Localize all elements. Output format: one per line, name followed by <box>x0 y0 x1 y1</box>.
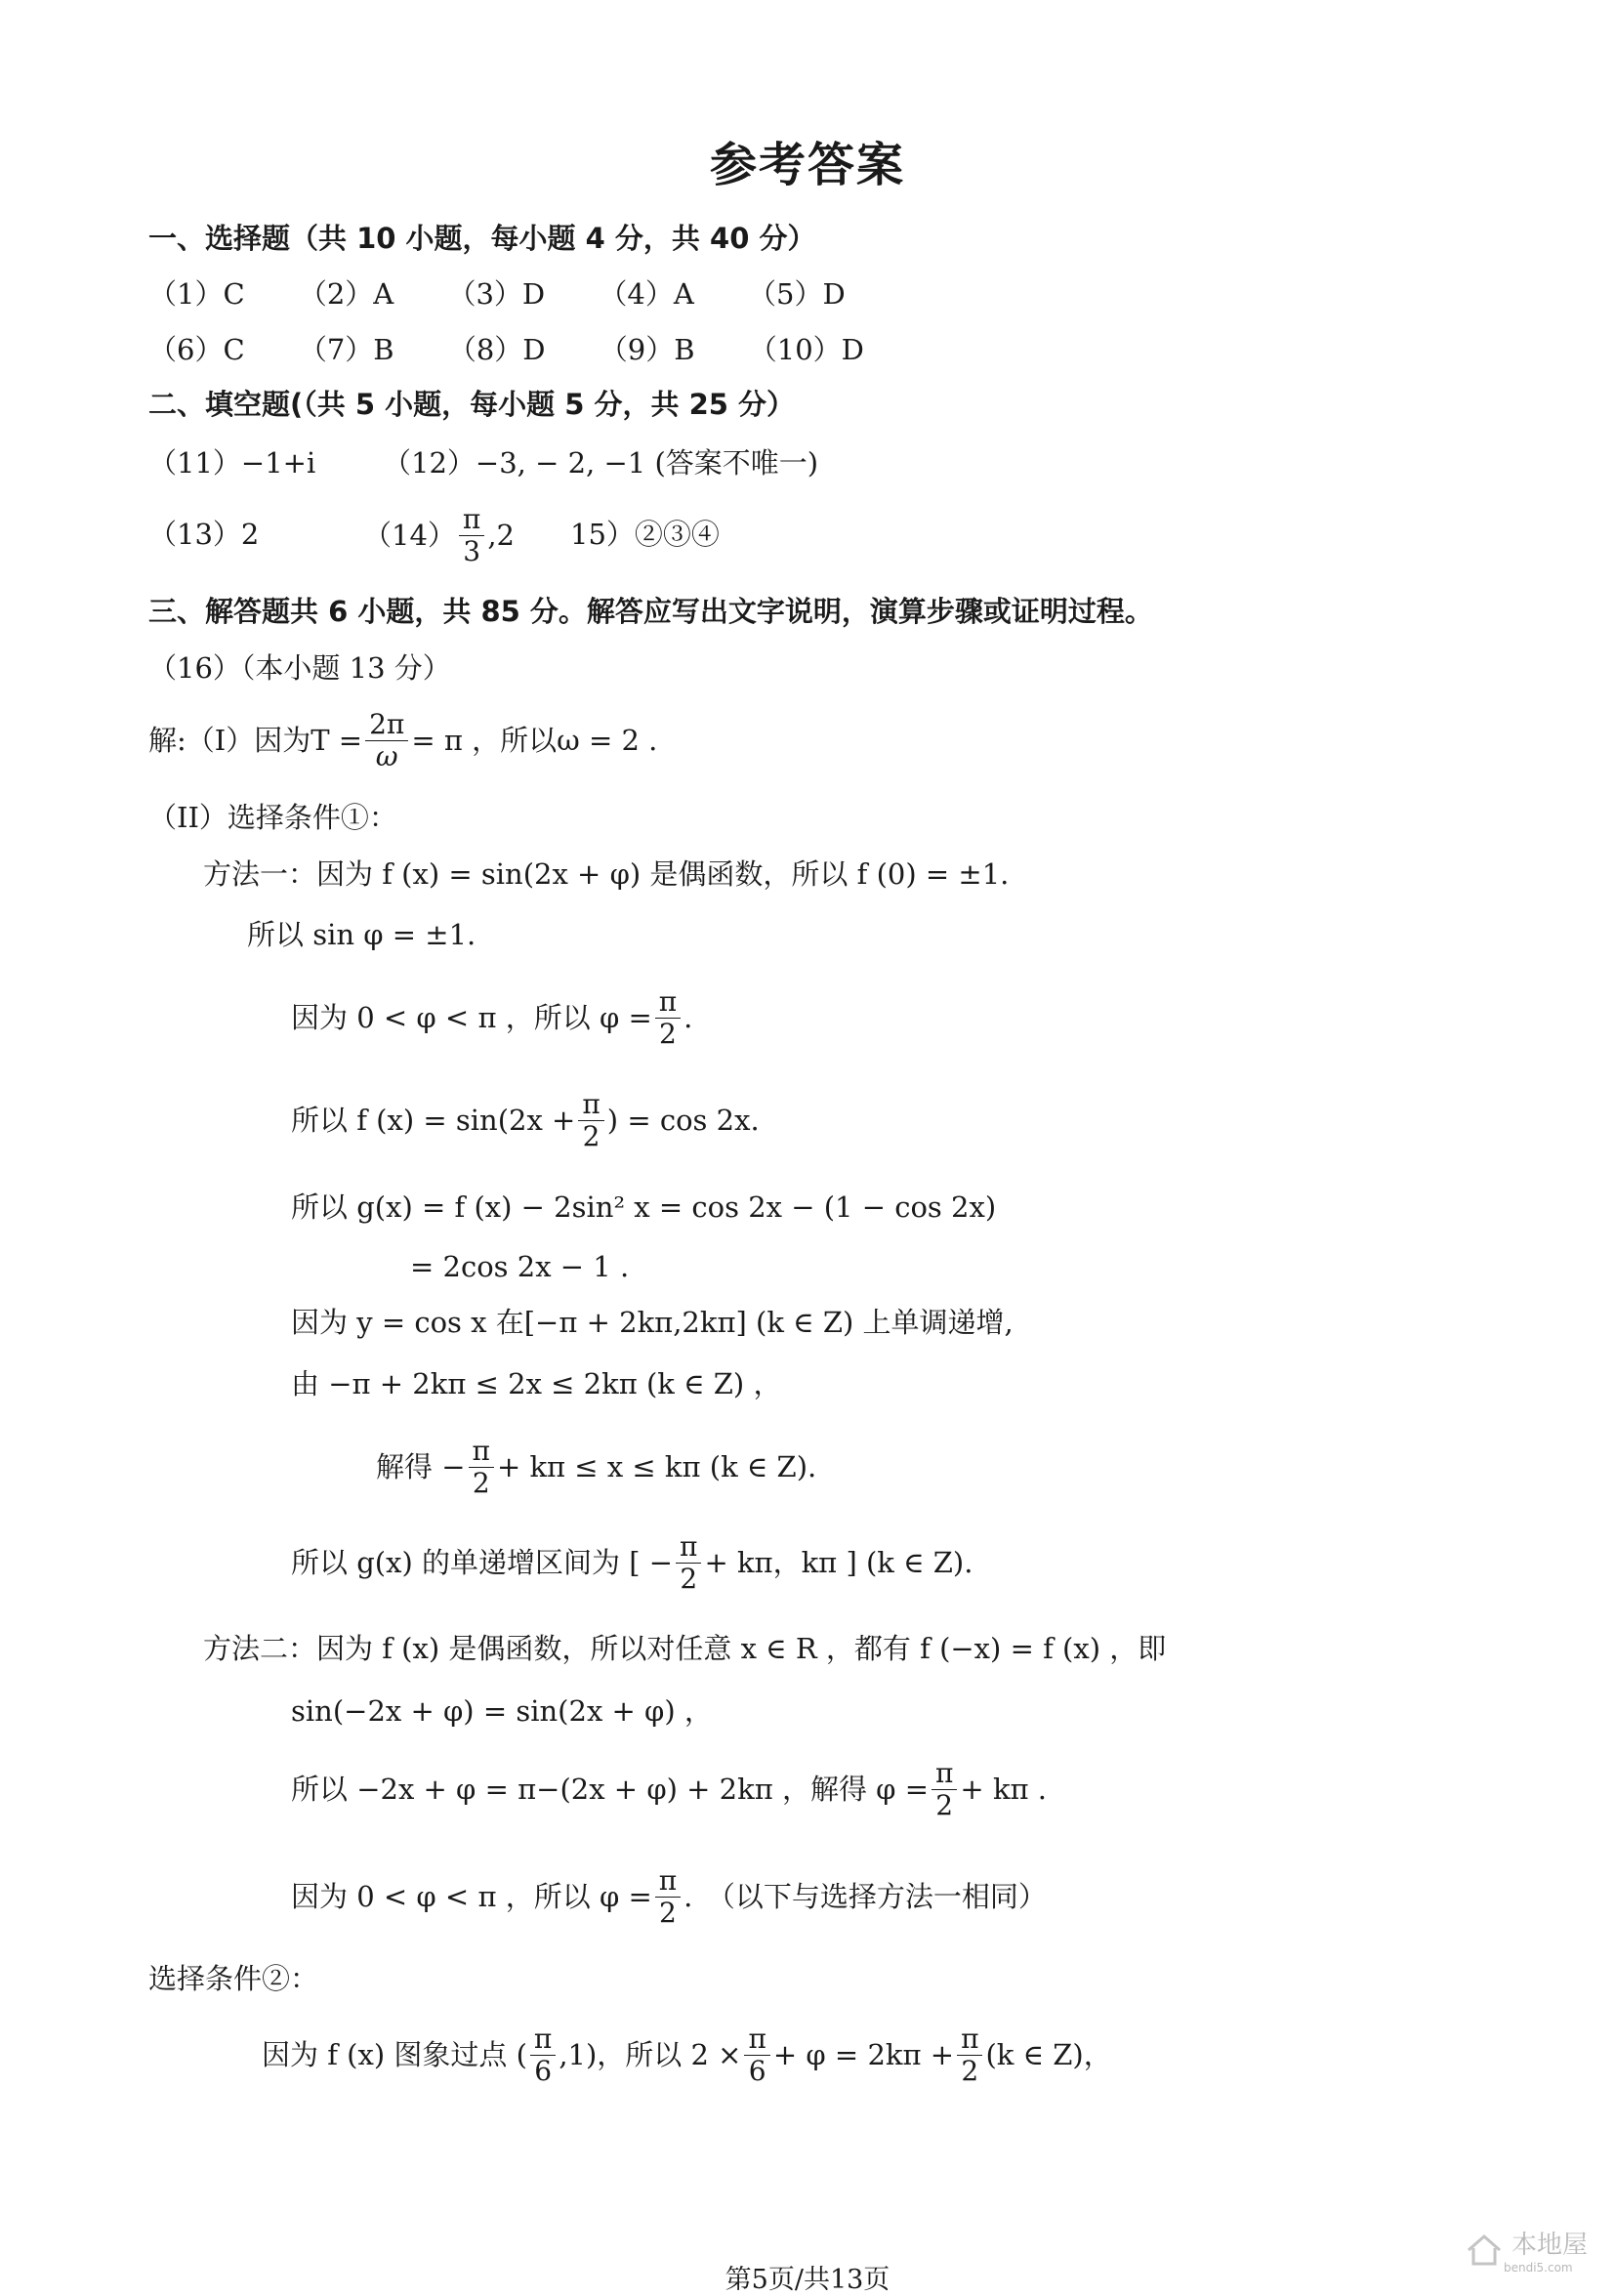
text: 解:（I）因为T = <box>148 724 363 758</box>
method1-line6: = 2cos 2x − 1 . <box>410 1250 630 1283</box>
text: = π ，所以ω = 2 . <box>411 724 658 758</box>
text: 解得 − <box>376 1450 466 1484</box>
mc-answer: （6）C <box>148 333 245 366</box>
fraction <box>655 986 681 1050</box>
denominator: 2 <box>659 1897 677 1930</box>
text: (k ∈ Z)， <box>985 2038 1112 2072</box>
q16-heading: （16）（本小题 13 分） <box>148 651 451 685</box>
answer-q15: 15）②③④ <box>570 518 720 551</box>
house-icon <box>1465 2233 1504 2268</box>
text: 所以 f (x) = sin(2x + <box>291 1104 576 1138</box>
mc-answer: （7）B <box>298 333 394 366</box>
fraction <box>957 2024 982 2087</box>
condition2-heading: 选择条件②： <box>148 1962 319 1995</box>
text: + φ = 2kπ + <box>772 2038 955 2072</box>
page-title: 参考答案 <box>709 138 905 192</box>
method1-line1: 方法一：因为 f (x) = sin(2x + φ) 是偶函数，所以 f (0) = ±1. <box>203 857 1010 891</box>
watermark-name: 本地屋 <box>1511 2231 1588 2260</box>
fraction <box>932 1758 957 1821</box>
numerator: π <box>655 986 681 1019</box>
denominator: 2 <box>961 2055 979 2088</box>
text: . （以下与选择方法一相同） <box>683 1880 1047 1914</box>
method1-line10 <box>291 1531 973 1595</box>
text: ) = cos 2x. <box>606 1104 760 1138</box>
answer-q14 <box>363 504 515 567</box>
method1-line7: 因为 y = cos x 在[−π + 2kπ,2kπ] (k ∈ Z) 上单调递增, <box>291 1306 1014 1339</box>
mc-row-2 <box>148 333 909 366</box>
mc-answer: （4）A <box>599 277 694 311</box>
mc-answer: （1）C <box>148 277 245 311</box>
fraction <box>655 1865 681 1929</box>
numerator: π <box>676 1531 701 1564</box>
fraction <box>744 2024 769 2087</box>
numerator: π <box>469 1436 494 1468</box>
mc-row-1 <box>148 277 890 311</box>
numerator: π <box>957 2024 982 2056</box>
mc-answer: （8）D <box>447 333 546 366</box>
numerator: 2π <box>365 709 408 741</box>
watermark-url: bendi5.com <box>1503 2261 1573 2275</box>
denominator: 6 <box>534 2055 553 2088</box>
numerator: π <box>578 1089 603 1121</box>
text: . <box>683 1001 693 1035</box>
text: + kπ ≤ x ≤ kπ (k ∈ Z). <box>496 1450 817 1484</box>
denominator: 2 <box>472 1467 490 1500</box>
numerator: π <box>744 2024 769 2056</box>
mc-answer: （2）A <box>298 277 394 311</box>
fraction <box>578 1089 603 1152</box>
text: 所以 g(x) 的单递增区间为 [ − <box>291 1546 674 1580</box>
method1-line5: 所以 g(x) = f (x) − 2sin² x = cos 2x − (1 − cos 2x) <box>291 1190 997 1224</box>
denominator: 2 <box>935 1789 954 1822</box>
method1-line8: 由 −π + 2kπ ≤ 2x ≤ 2kπ (k ∈ Z) ， <box>291 1367 782 1400</box>
method2-line3 <box>291 1758 1047 1821</box>
numerator: π <box>932 1758 957 1790</box>
text: + kπ . <box>960 1773 1048 1807</box>
watermark <box>1465 2225 1588 2275</box>
mc-answer: （9）B <box>599 333 695 366</box>
answer-q11: （11）−1+i <box>148 446 316 480</box>
q14-numerator: π <box>459 504 484 536</box>
method2-line4 <box>291 1865 1047 1929</box>
method1-line2: 所以 sin φ = ±1. <box>247 918 476 951</box>
section3-heading: 三、解答题共 6 小题，共 85 分。解答应写出文字说明，演算步骤或证明过程。 <box>148 595 1153 628</box>
condition2-line1 <box>262 2024 1112 2087</box>
text: 因为 0 < φ < π ，所以 φ = <box>291 1880 652 1914</box>
denominator: 2 <box>582 1120 600 1153</box>
denominator: 2 <box>680 1563 698 1596</box>
text: 因为 0 < φ < π ，所以 φ = <box>291 1001 652 1035</box>
section2-heading: 二、填空题(（共 5 小题，每小题 5 分，共 25 分） <box>148 388 796 421</box>
fraction <box>469 1436 494 1499</box>
denominator: ω <box>375 740 398 773</box>
method1-line3 <box>291 986 692 1050</box>
text: 所以 −2x + φ = π−(2x + φ) + 2kπ ，解得 φ = <box>291 1773 930 1807</box>
part2-heading: （II）选择条件①： <box>148 801 397 834</box>
denominator: 2 <box>659 1018 677 1051</box>
answer-q13: （13）2 <box>148 518 260 551</box>
text: + kπ，kπ ] (k ∈ Z). <box>704 1546 973 1580</box>
mc-answer: （10）D <box>748 333 864 366</box>
denominator: 6 <box>748 2055 766 2088</box>
fraction <box>365 709 408 772</box>
text: ,1)，所以 2 × <box>559 2038 742 2072</box>
fraction <box>676 1531 701 1595</box>
numerator: π <box>655 1865 681 1898</box>
mc-answer: （3）D <box>447 277 546 311</box>
section1-heading: 一、选择题（共 10 小题，每小题 4 分，共 40 分） <box>148 222 816 255</box>
method2-line1: 方法二：因为 f (x) 是偶函数，所以对任意 x ∈ R ，都有 f (−x) = f (x) ，即 <box>203 1632 1167 1665</box>
method1-line9 <box>376 1436 816 1499</box>
q14-denominator: 3 <box>463 535 481 568</box>
numerator: π <box>530 2024 556 2056</box>
solution-part1 <box>148 709 657 772</box>
page-footer: 第5页/共13页 <box>725 2265 890 2295</box>
q14-label: （14） <box>363 519 456 553</box>
mc-answer: （5）D <box>748 277 846 311</box>
text: 因为 f (x) 图象过点 ( <box>262 2038 527 2072</box>
answer-q12: （12）−3, − 2, −1 (答案不唯一) <box>383 446 819 480</box>
fraction <box>530 2024 556 2087</box>
method1-line4 <box>291 1089 760 1152</box>
q14-fraction <box>459 504 484 567</box>
method2-line2: sin(−2x + φ) = sin(2x + φ) ， <box>291 1694 713 1728</box>
q14-tail: ,2 <box>487 519 515 553</box>
